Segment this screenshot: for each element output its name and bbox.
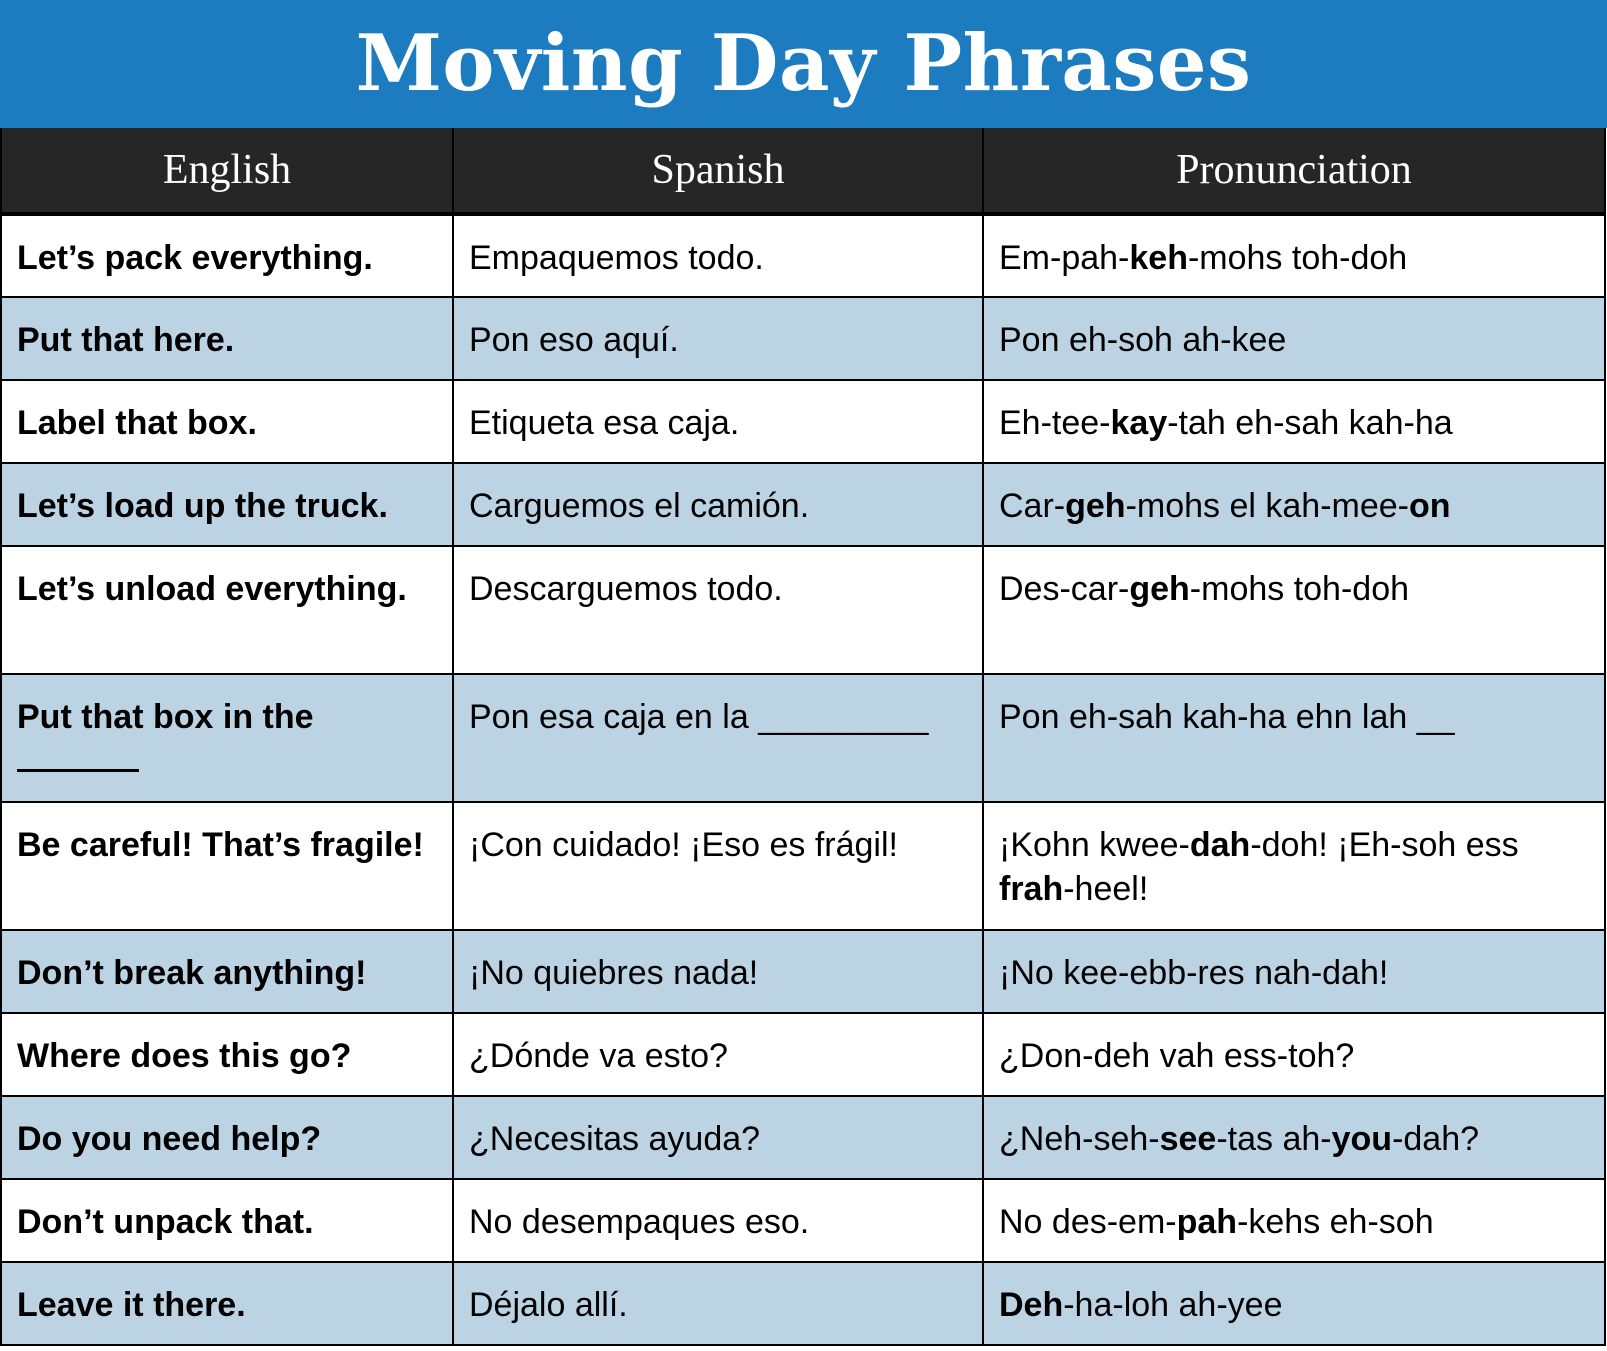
table-row xyxy=(1,380,1605,463)
stressed-syllable: pah xyxy=(1176,1203,1238,1241)
english-cell xyxy=(1,1179,453,1262)
english-cell xyxy=(1,1013,453,1096)
english-phrase: Label that box. xyxy=(17,404,257,442)
pronunciation-segment: ¡No kee-ebb-res nah-dah! xyxy=(999,954,1389,992)
column-header-english: English xyxy=(1,128,453,214)
stressed-syllable: kay xyxy=(1110,404,1168,442)
english-cell xyxy=(1,214,453,297)
english-phrase: Let’s unload everything. xyxy=(17,570,407,608)
table-body xyxy=(1,214,1605,1345)
english-cell xyxy=(1,463,453,546)
english-cell xyxy=(1,1096,453,1179)
pronunciation-cell xyxy=(983,1013,1605,1096)
english-cell xyxy=(1,930,453,1013)
english-cell xyxy=(1,380,453,463)
pronunciation-segment: Eh-tee- xyxy=(999,404,1111,442)
pronunciation-cell xyxy=(983,1096,1605,1179)
pronunciation-cell xyxy=(983,214,1605,297)
pronunciation-cell xyxy=(983,802,1605,930)
table-row xyxy=(1,802,1605,930)
column-header-pronunciation: Pronunciation xyxy=(983,128,1605,214)
stressed-syllable: keh xyxy=(1129,239,1188,277)
pronunciation-cell xyxy=(983,930,1605,1013)
pronunciation-segment: Car- xyxy=(999,487,1066,525)
table-row xyxy=(1,1179,1605,1262)
table-row xyxy=(1,674,1605,802)
english-cell xyxy=(1,546,453,674)
stressed-syllable: on xyxy=(1408,487,1451,525)
stressed-syllable: see xyxy=(1159,1120,1217,1158)
stressed-syllable: Deh xyxy=(999,1286,1064,1324)
pronunciation-cell xyxy=(983,674,1605,802)
spanish-cell: Pon eso aquí. xyxy=(453,297,983,380)
stressed-syllable: geh xyxy=(1065,487,1126,525)
table-row xyxy=(1,214,1605,297)
english-cell xyxy=(1,297,453,380)
pronunciation-segment: ¡Kohn kwee- xyxy=(999,826,1190,864)
english-cell xyxy=(1,674,453,802)
english-phrase: Do you need help? xyxy=(17,1120,322,1158)
pronunciation-segment: -ha-loh ah-yee xyxy=(1063,1286,1283,1324)
spanish-cell: Descarguemos todo. xyxy=(453,546,983,674)
page-title: Moving Day Phrases xyxy=(355,18,1252,109)
stressed-syllable: dah xyxy=(1189,826,1251,864)
english-phrase: Let’s pack everything. xyxy=(17,239,373,277)
english-phrase: Let’s load up the truck. xyxy=(17,487,388,525)
pronunciation-segment: Pon eh-sah kah-ha ehn lah __ xyxy=(999,698,1455,736)
pronunciation-cell xyxy=(983,1179,1605,1262)
pronunciation-segment: Em-pah- xyxy=(999,239,1130,277)
table-row xyxy=(1,297,1605,380)
table-row xyxy=(1,1262,1605,1345)
spanish-cell: Empaquemos todo. xyxy=(453,214,983,297)
pronunciation-segment: -kehs eh-soh xyxy=(1237,1203,1434,1241)
table-row xyxy=(1,930,1605,1013)
stressed-syllable: frah xyxy=(999,870,1064,908)
pronunciation-cell xyxy=(983,1262,1605,1345)
english-phrase: Be careful! That’s fragile! xyxy=(17,826,424,864)
table-row xyxy=(1,1096,1605,1179)
pronunciation-segment: -tas ah- xyxy=(1216,1120,1332,1158)
english-phrase: Put that here. xyxy=(17,321,235,359)
english-cell xyxy=(1,1262,453,1345)
english-phrase: Put that box in the xyxy=(17,698,314,736)
pronunciation-segment: -mohs toh-doh xyxy=(1187,239,1408,277)
table-row xyxy=(1,1013,1605,1096)
spanish-cell: No desempaques eso. xyxy=(453,1179,983,1262)
stressed-syllable: you xyxy=(1331,1120,1393,1158)
english-phrase: Don’t break anything! xyxy=(17,954,367,992)
pronunciation-cell xyxy=(983,380,1605,463)
english-phrase: Leave it there. xyxy=(17,1286,246,1324)
phrases-table xyxy=(0,128,1606,1346)
pronunciation-segment: No des-em- xyxy=(999,1203,1177,1241)
pronunciation-segment: Des-car- xyxy=(999,570,1130,608)
pronunciation-segment: ¿Don-deh vah ess-toh? xyxy=(999,1037,1355,1075)
pronunciation-cell xyxy=(983,546,1605,674)
pronunciation-cell xyxy=(983,297,1605,380)
table-row xyxy=(1,546,1605,674)
english-phrase: Where does this go? xyxy=(17,1037,352,1075)
spanish-cell: Carguemos el camión. xyxy=(453,463,983,546)
english-phrase: Don’t unpack that. xyxy=(17,1203,314,1241)
fill-in-blank-line xyxy=(17,739,139,772)
title-banner xyxy=(0,0,1607,128)
spanish-cell: ¡Con cuidado! ¡Eso es frágil! xyxy=(453,802,983,930)
spanish-cell: ¿Dónde va esto? xyxy=(453,1013,983,1096)
column-header-spanish: Spanish xyxy=(453,128,983,214)
pronunciation-segment: -tah eh-sah kah-ha xyxy=(1167,404,1453,442)
pronunciation-segment: -mohs toh-doh xyxy=(1189,570,1410,608)
pronunciation-segment: ¿Neh-seh- xyxy=(999,1120,1160,1158)
english-cell xyxy=(1,802,453,930)
spanish-cell: Déjalo allí. xyxy=(453,1262,983,1345)
pronunciation-segment: -dah? xyxy=(1392,1120,1480,1158)
pronunciation-cell xyxy=(983,463,1605,546)
table-header xyxy=(1,128,1605,214)
spanish-cell: ¡No quiebres nada! xyxy=(453,930,983,1013)
pronunciation-segment: -heel! xyxy=(1063,870,1149,908)
pronunciation-segment: -mohs el kah-mee- xyxy=(1125,487,1409,525)
pronunciation-segment: -doh! ¡Eh-soh ess xyxy=(1250,826,1519,864)
spanish-cell: Pon esa caja en la _________ xyxy=(453,674,983,802)
table-row xyxy=(1,463,1605,546)
spanish-cell: ¿Necesitas ayuda? xyxy=(453,1096,983,1179)
pronunciation-segment: Pon eh-soh ah-kee xyxy=(999,321,1287,359)
spanish-cell: Etiqueta esa caja. xyxy=(453,380,983,463)
stressed-syllable: geh xyxy=(1129,570,1190,608)
